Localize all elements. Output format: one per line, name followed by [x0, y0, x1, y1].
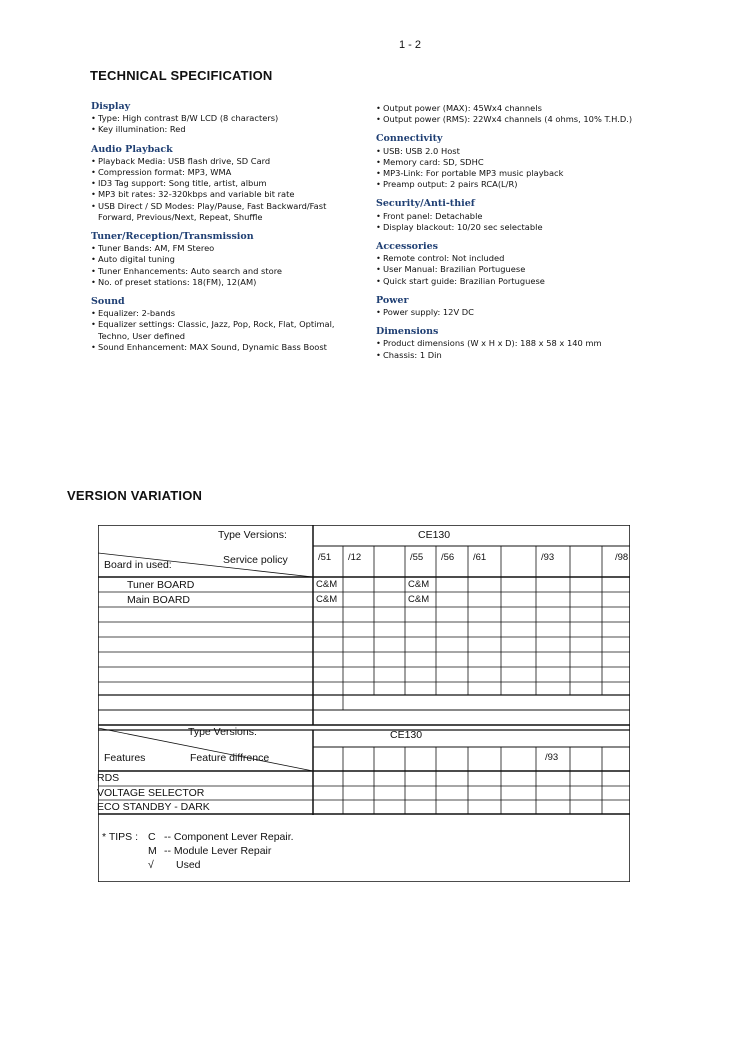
- spec-item: • Equalizer: 2-bands: [91, 308, 361, 319]
- section-title: Connectivity: [376, 133, 443, 145]
- version-variation-title: VERSION VARIATION: [67, 488, 203, 503]
- version-column-label: /55: [410, 552, 424, 563]
- tip-text: -- Component Lever Repair.: [164, 831, 294, 843]
- spec-section: [91, 296, 361, 353]
- version-column-label: /51: [318, 552, 332, 563]
- spec-item: • User Manual: Brazilian Portuguese: [376, 264, 646, 275]
- spec-item: • Display blackout: 10/20 sec selectable: [376, 222, 646, 233]
- spec-item: • Key illumination: Red: [91, 124, 361, 135]
- spec-item: • USB Direct / SD Modes: Play/Pause, Fast Backward/Fast Forward, Previous/Next, Repeat, Shuffle: [91, 201, 361, 223]
- tips-prefix: * TIPS :: [102, 831, 138, 843]
- spec-item: • Power supply: 12V DC: [376, 307, 646, 318]
- spec-section: [91, 231, 361, 288]
- feature-row-label: VOLTAGE SELECTOR: [97, 786, 205, 799]
- version-column-label: /56: [441, 552, 455, 563]
- version-column-label: /12: [348, 552, 362, 563]
- spec-item: • Tuner Bands: AM, FM Stereo: [91, 243, 361, 254]
- tip-key: C: [148, 831, 156, 843]
- board-cell: C&M: [408, 594, 430, 605]
- board-cell: C&M: [316, 579, 338, 590]
- version-column-label: /61: [473, 552, 487, 563]
- spec-list: [376, 307, 646, 318]
- spec-item: • Remote control: Not included: [376, 253, 646, 264]
- spec-item: • Tuner Enhancements: Auto search and store: [91, 266, 361, 277]
- spec-list: [376, 338, 646, 360]
- board-row-label: Tuner BOARD: [127, 579, 195, 591]
- spec-section: [376, 133, 646, 190]
- spec-list: [376, 253, 646, 287]
- version-variation-table: [98, 525, 630, 882]
- spec-section: [376, 241, 646, 287]
- tip-text: -- Module Lever Repair: [164, 845, 272, 857]
- spec-right-column: [376, 103, 646, 361]
- features-label: Features: [104, 752, 146, 764]
- spec-item: • USB: USB 2.0 Host: [376, 146, 646, 157]
- section-title: Accessories: [376, 241, 439, 253]
- spec-section: [91, 144, 361, 223]
- tip-text: Used: [176, 859, 201, 871]
- spec-item: • Compression format: MP3, WMA: [91, 167, 361, 178]
- spec-list: [91, 156, 361, 223]
- spec-item: • ID3 Tag support: Song title, artist, album: [91, 178, 361, 189]
- spec-item: • Type: High contrast B/W LCD (8 characters): [91, 113, 361, 124]
- tip-key: √: [148, 859, 154, 871]
- spec-item: • Chassis: 1 Din: [376, 350, 646, 361]
- spec-section: [376, 326, 646, 361]
- features-model-label: CE130: [390, 729, 423, 741]
- service-policy-label: Service policy: [223, 554, 288, 566]
- spec-list: [91, 113, 361, 135]
- feature-row-label: RDS: [97, 772, 120, 784]
- feature-difference-label: Feature diffrence: [190, 752, 270, 764]
- spec-list: [91, 243, 361, 288]
- spec-item: • Sound Enhancement: MAX Sound, Dynamic Bass Boost: [91, 342, 361, 353]
- feature-row-label: ECO STANDBY - DARK: [97, 801, 210, 813]
- spec-section: [91, 101, 361, 136]
- spec-list: [376, 211, 646, 233]
- spec-item: • MP3 bit rates: 32-320kbps and variable bit rate: [91, 189, 361, 200]
- spec-item: • No. of preset stations: 18(FM), 12(AM): [91, 277, 361, 288]
- board-cell: C&M: [316, 594, 338, 605]
- type-versions-label: Type Versions:: [218, 529, 287, 541]
- spec-list: [376, 146, 646, 191]
- section-title: Audio Playback: [91, 143, 173, 155]
- spec-item: • Front panel: Detachable: [376, 211, 646, 222]
- version-column-label: /98: [615, 552, 629, 563]
- section-title: Tuner/Reception/Transmission: [91, 231, 254, 243]
- board-row-label: Main BOARD: [127, 594, 191, 606]
- page-number: 1 - 2: [399, 39, 422, 51]
- board-in-used-label: Board in used:: [104, 559, 172, 571]
- spec-item: • Auto digital tuning: [91, 254, 361, 265]
- spec-item: • MP3-Link: For portable MP3 music playback: [376, 168, 646, 179]
- spec-list: [91, 308, 361, 353]
- spec-section: [376, 295, 646, 318]
- section-title: Sound: [91, 296, 125, 308]
- spec-left-column: [91, 101, 361, 353]
- spec-item: • Product dimensions (W x H x D): 188 x 58 x 140 mm: [376, 338, 646, 349]
- page-title: TECHNICAL SPECIFICATION: [90, 68, 273, 83]
- spec-item: • Output power (RMS): 22Wx4 channels (4 ohms, 10% T.H.D.): [376, 114, 646, 125]
- features-type-versions-label: Type Versions:: [188, 726, 257, 738]
- power-output-list: [376, 103, 646, 125]
- spec-section: [376, 198, 646, 233]
- model-label: CE130: [418, 529, 451, 541]
- version-column-label: /93: [541, 552, 555, 563]
- features-version-label: /93: [545, 752, 559, 763]
- section-title: Display: [91, 101, 131, 112]
- spec-item: • Output power (MAX): 45Wx4 channels: [376, 103, 646, 114]
- spec-item: • Equalizer settings: Classic, Jazz, Pop, Rock, Flat, Optimal, Techno, User defined: [91, 319, 361, 341]
- section-title: Power: [376, 294, 409, 306]
- section-title: Security/Anti-thief: [376, 198, 475, 210]
- spec-item: • Quick start guide: Brazilian Portuguese: [376, 276, 646, 287]
- tip-key: M: [148, 845, 157, 857]
- board-cell: C&M: [408, 579, 430, 590]
- spec-item: • Memory card: SD, SDHC: [376, 157, 646, 168]
- section-title: Dimensions: [376, 326, 439, 338]
- spec-item: • Playback Media: USB flash drive, SD Card: [91, 156, 361, 167]
- spec-item: • Preamp output: 2 pairs RCA(L/R): [376, 179, 646, 190]
